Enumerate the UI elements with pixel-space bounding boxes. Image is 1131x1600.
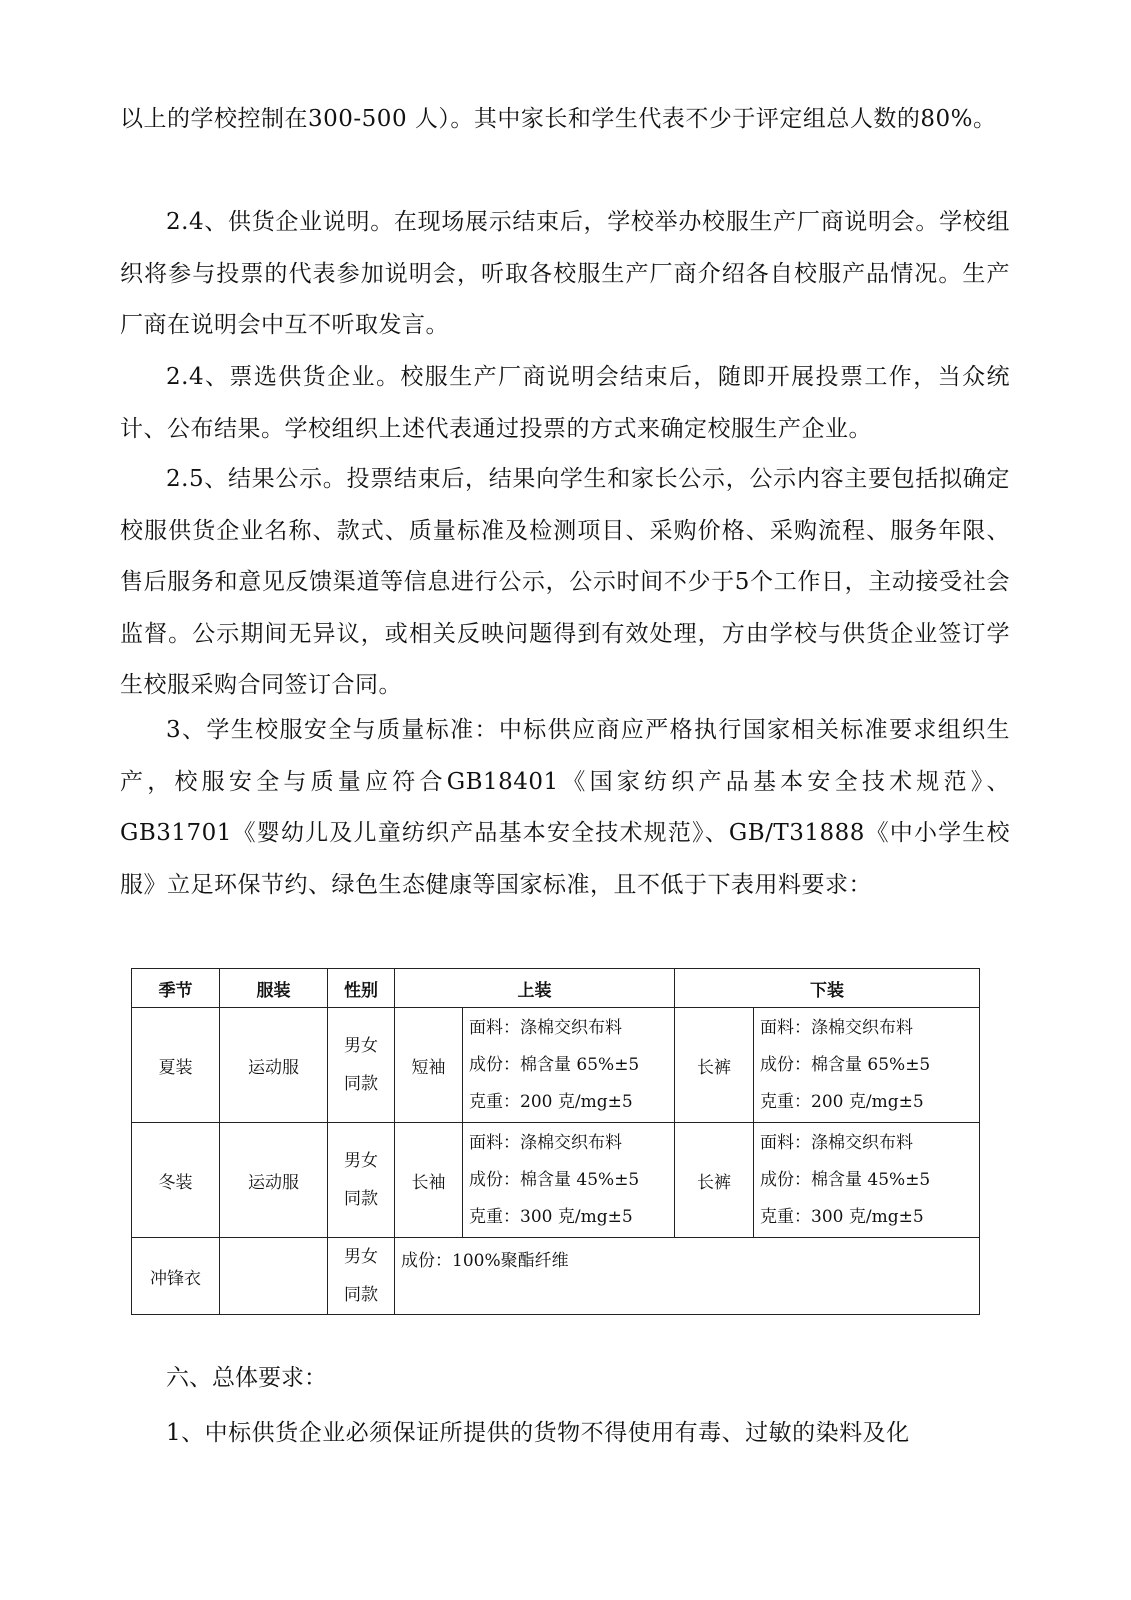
gender-line-1: 男女	[344, 1151, 378, 1171]
paragraph-4-publicity: 2.5、结果公示。投票结束后，结果向学生和家长公示，公示内容主要包括拟确定校服供货企业名称、款式、质量标准及检测项目、采购价格、采购流程、服务年限、售后服务和意见反馈渠道等信息进行公示，公示时间不少于5个工作日，主动接受社会监督。公示期间无异议，或相关反映问题得到有效处理，方由学校与供货企业签订学生校服采购合同签订合同。	[120, 466, 1010, 698]
gender-line-2: 同款	[344, 1189, 378, 1209]
table-header-row	[132, 969, 980, 1008]
table-row	[132, 1238, 980, 1315]
bottom-composition: 成份：棉含量 65%±5	[760, 1054, 931, 1075]
season-cell: 冲锋衣	[132, 1238, 220, 1315]
jacket-composition-cell: 成份：100%聚酯纤维	[395, 1238, 980, 1315]
header-bottom: 下装	[675, 969, 980, 1008]
section-6-item-1: 1、中标供货企业必须保证所提供的货物不得使用有毒、过敏的染料及化	[166, 1420, 910, 1446]
header-season: 季节	[132, 969, 220, 1008]
gender-cell	[328, 1008, 395, 1123]
section-6-heading: 六、总体要求：	[166, 1365, 327, 1391]
top-weight: 克重：200 克/mg±5	[469, 1091, 633, 1112]
season-cell: 冬装	[132, 1123, 220, 1238]
bottom-fabric: 面料：涤棉交织布料	[760, 1132, 913, 1153]
bottom-fabric: 面料：涤棉交织布料	[760, 1017, 913, 1038]
header-gender: 性别	[328, 969, 395, 1008]
header-top: 上装	[395, 969, 675, 1008]
gender-cell	[328, 1238, 395, 1315]
bottom-spec-cell	[754, 1123, 980, 1238]
paragraph-3-voting: 2.4、票选供货企业。校服生产厂商说明会结束后，随即开展投票工作，当众统计、公布结果。学校组织上述代表通过投票的方式来确定校服生产企业。	[120, 364, 1010, 442]
top-composition: 成份：棉含量 45%±5	[469, 1169, 640, 1190]
clothing-cell: 运动服	[220, 1123, 328, 1238]
season-cell: 夏装	[132, 1008, 220, 1123]
bottom-spec-cell	[754, 1008, 980, 1123]
bottom-type-cell: 长裤	[675, 1123, 754, 1238]
top-fabric: 面料：涤棉交织布料	[469, 1017, 622, 1038]
top-spec-cell	[463, 1123, 675, 1238]
gender-line-2: 同款	[344, 1285, 378, 1305]
top-type-cell: 短袖	[395, 1008, 463, 1123]
top-spec-cell	[463, 1008, 675, 1123]
bottom-composition: 成份：棉含量 45%±5	[760, 1169, 931, 1190]
gender-line-1: 男女	[344, 1247, 378, 1267]
bottom-weight: 克重：300 克/mg±5	[760, 1206, 924, 1227]
table-row	[132, 1008, 980, 1123]
gender-line-1: 男女	[344, 1036, 378, 1056]
top-type-cell: 长袖	[395, 1123, 463, 1238]
clothing-cell: 运动服	[220, 1008, 328, 1123]
top-weight: 克重：300 克/mg±5	[469, 1206, 633, 1227]
top-fabric: 面料：涤棉交织布料	[469, 1132, 622, 1153]
uniform-material-table	[131, 968, 980, 1315]
bottom-type-cell: 长裤	[675, 1008, 754, 1123]
table-row	[132, 1123, 980, 1238]
gender-cell	[328, 1123, 395, 1238]
paragraph-1: 以上的学校控制在300-500 人）。其中家长和学生代表不少于评定组总人数的80%。	[120, 106, 997, 132]
bottom-weight: 克重：200 克/mg±5	[760, 1091, 924, 1112]
paragraph-5-quality-standards: 3、学生校服安全与质量标准：中标供应商应严格执行国家相关标准要求组织生产，校服安全与质量应符合GB18401《国家纺织产品基本安全技术规范》、GB31701《婴幼儿及儿童纺织产品基本安全技术规范》、GB/T31888《中小学生校服》立足环保节约、绿色生态健康等国家标准，且不低于下表用料要求：	[120, 717, 1010, 898]
paragraph-2-supplier-presentation: 2.4、供货企业说明。在现场展示结束后，学校举办校服生产厂商说明会。学校组织将参与投票的代表参加说明会，听取各校服生产厂商介绍各自校服产品情况。生产厂商在说明会中互不听取发言。	[120, 209, 1010, 338]
top-composition: 成份：棉含量 65%±5	[469, 1054, 640, 1075]
clothing-cell	[220, 1238, 328, 1315]
header-clothing: 服装	[220, 969, 328, 1008]
gender-line-2: 同款	[344, 1074, 378, 1094]
